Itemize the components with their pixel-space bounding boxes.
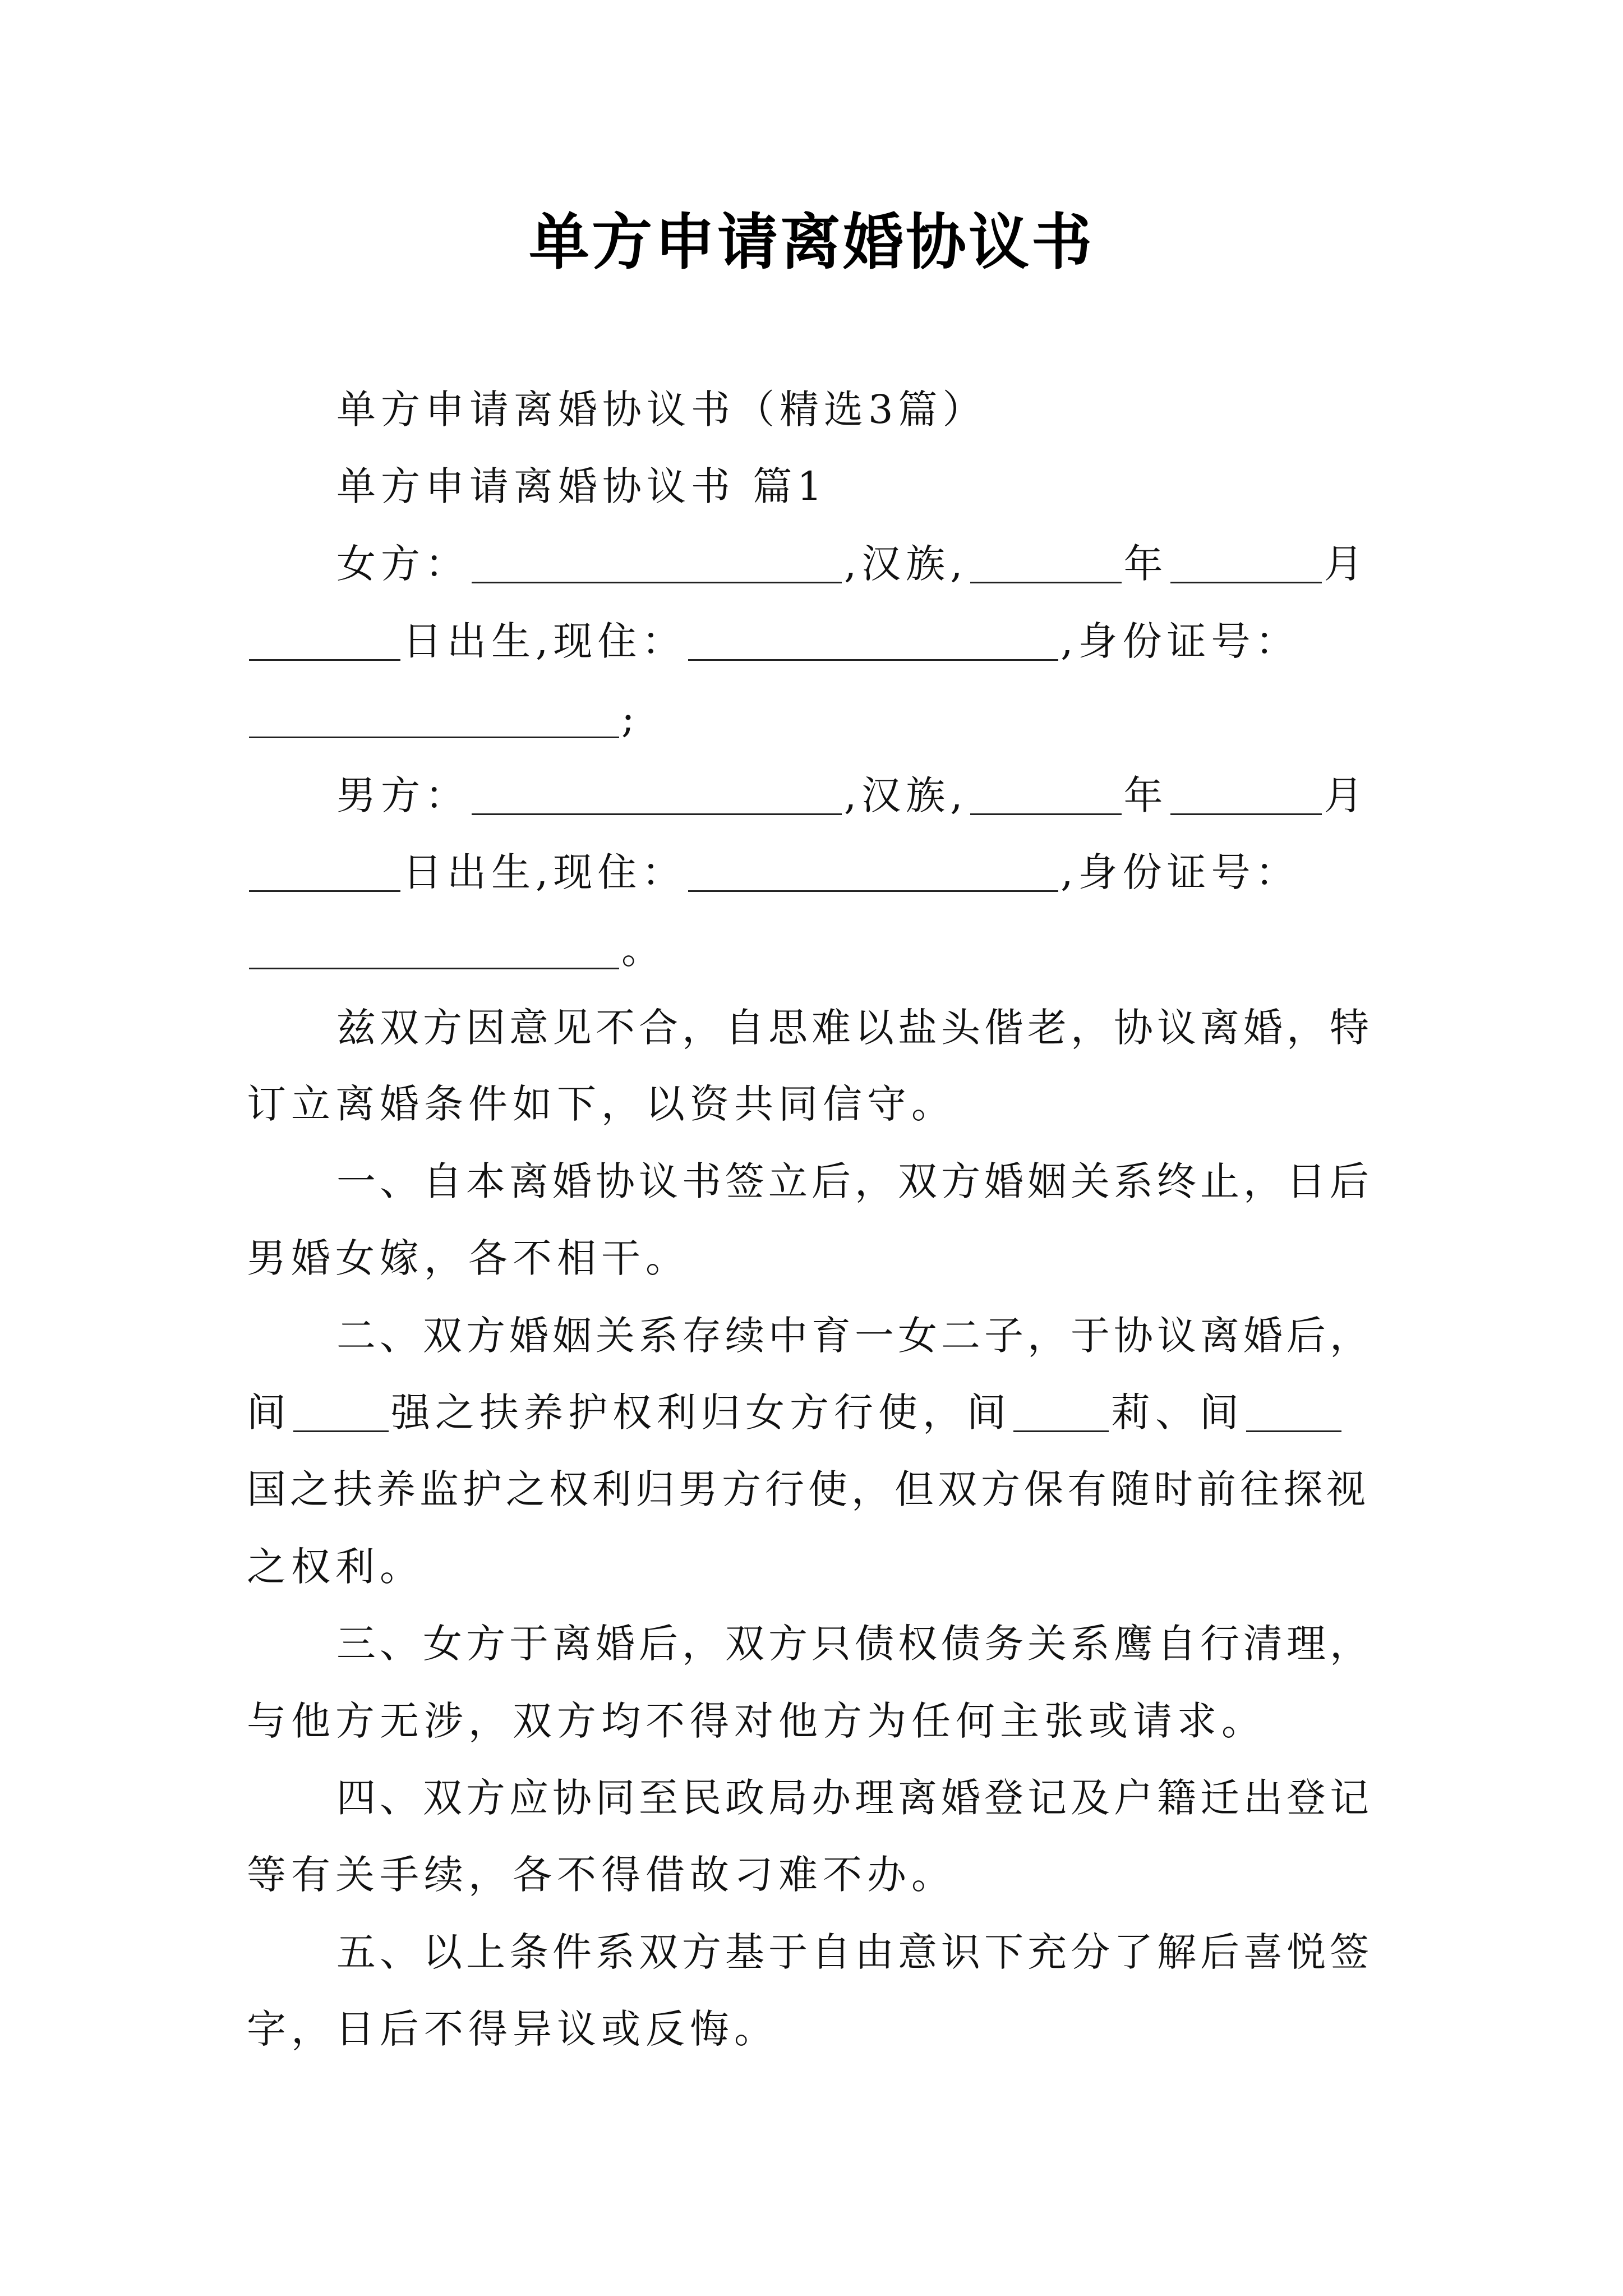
document-title: 单方申请离婚协议书 bbox=[528, 208, 1094, 278]
female-birth-residence: 日出生,现住： bbox=[403, 618, 686, 664]
item-2-line-4: 之权利。 bbox=[247, 1544, 424, 1590]
item-5-line-1: 五、以上条件系双方基于自由意识下充分了解后喜悦签 bbox=[336, 1929, 1373, 1975]
item-2-blank-1 bbox=[293, 1396, 389, 1432]
male-day-blank bbox=[249, 855, 400, 892]
item-1-line-2: 男婚女嫁，各不相干。 bbox=[247, 1235, 690, 1281]
male-name-blank bbox=[472, 779, 842, 815]
item-2-name-li: 莉、间 bbox=[1111, 1389, 1244, 1435]
section-heading: 单方申请离婚协议书 篇1 bbox=[336, 463, 827, 509]
female-line-2 bbox=[247, 618, 1300, 664]
item-4-line-2: 等有关手续，各不得借故刁难不办。 bbox=[247, 1852, 956, 1898]
female-line-3 bbox=[247, 696, 640, 742]
item-3-line-2: 与他方无涉，双方均不得对他方为任何主张或请求。 bbox=[247, 1698, 1266, 1744]
item-2-surname-a: 间 bbox=[247, 1389, 291, 1435]
female-line-end: ; bbox=[621, 696, 640, 742]
male-year-label: 年 bbox=[1123, 772, 1168, 818]
female-year-blank bbox=[970, 547, 1122, 583]
female-id-label: ,身份证号： bbox=[1061, 618, 1300, 664]
female-month-label: 月 bbox=[1324, 541, 1368, 587]
female-label: 女方： bbox=[336, 541, 469, 587]
male-ethnicity: ,汉族, bbox=[844, 772, 968, 818]
male-birth-residence: 日出生,现住： bbox=[403, 849, 686, 895]
male-month-blank bbox=[1170, 779, 1322, 815]
preamble-line-1: 兹双方因意见不合，自思难以盐头偕老，协议离婚，特 bbox=[336, 1005, 1373, 1051]
subtitle: 单方申请离婚协议书（精选3篇） bbox=[336, 386, 987, 432]
male-address-blank bbox=[688, 855, 1058, 892]
item-2-line-2 bbox=[247, 1389, 1344, 1435]
female-line-1 bbox=[336, 541, 1368, 587]
item-2-blank-2 bbox=[1013, 1396, 1109, 1432]
item-3-line-1: 三、女方于离婚后，双方只债权债务关系鹰自行清理， bbox=[336, 1621, 1373, 1667]
item-2-line-1: 二、双方婚姻关系存续中育一女二子，于协议离婚后， bbox=[336, 1313, 1373, 1359]
male-id-blank bbox=[249, 933, 619, 969]
female-ethnicity: ,汉族, bbox=[844, 541, 968, 587]
male-line-end: 。 bbox=[621, 927, 666, 973]
female-id-blank bbox=[249, 702, 619, 738]
item-2-blank-3 bbox=[1246, 1396, 1341, 1432]
male-line-3 bbox=[247, 927, 666, 973]
male-line-1 bbox=[336, 772, 1368, 818]
item-1-line-1: 一、自本离婚协议书签立后，双方婚姻关系终止，日后 bbox=[336, 1158, 1373, 1204]
preamble-line-2: 订立离婚条件如下，以资共同信守。 bbox=[247, 1081, 956, 1127]
item-4-line-1: 四、双方应协同至民政局办理离婚登记及户籍迁出登记 bbox=[336, 1775, 1373, 1821]
female-day-blank bbox=[249, 624, 400, 661]
male-line-2 bbox=[247, 849, 1300, 895]
female-address-blank bbox=[688, 624, 1058, 661]
female-year-label: 年 bbox=[1123, 541, 1168, 587]
item-2-custody-female: 强之扶养护权利归女方行使，间 bbox=[391, 1389, 1011, 1435]
male-label: 男方： bbox=[336, 772, 469, 818]
item-5-line-2: 字，日后不得异议或反悔。 bbox=[247, 2006, 778, 2052]
male-month-label: 月 bbox=[1324, 772, 1368, 818]
female-name-blank bbox=[472, 547, 842, 583]
female-month-blank bbox=[1170, 547, 1322, 583]
item-2-line-3: 国之扶养监护之权利归男方行使，但双方保有随时前往探视 bbox=[247, 1466, 1370, 1512]
male-year-blank bbox=[970, 779, 1122, 815]
male-id-label: ,身份证号： bbox=[1061, 849, 1300, 895]
